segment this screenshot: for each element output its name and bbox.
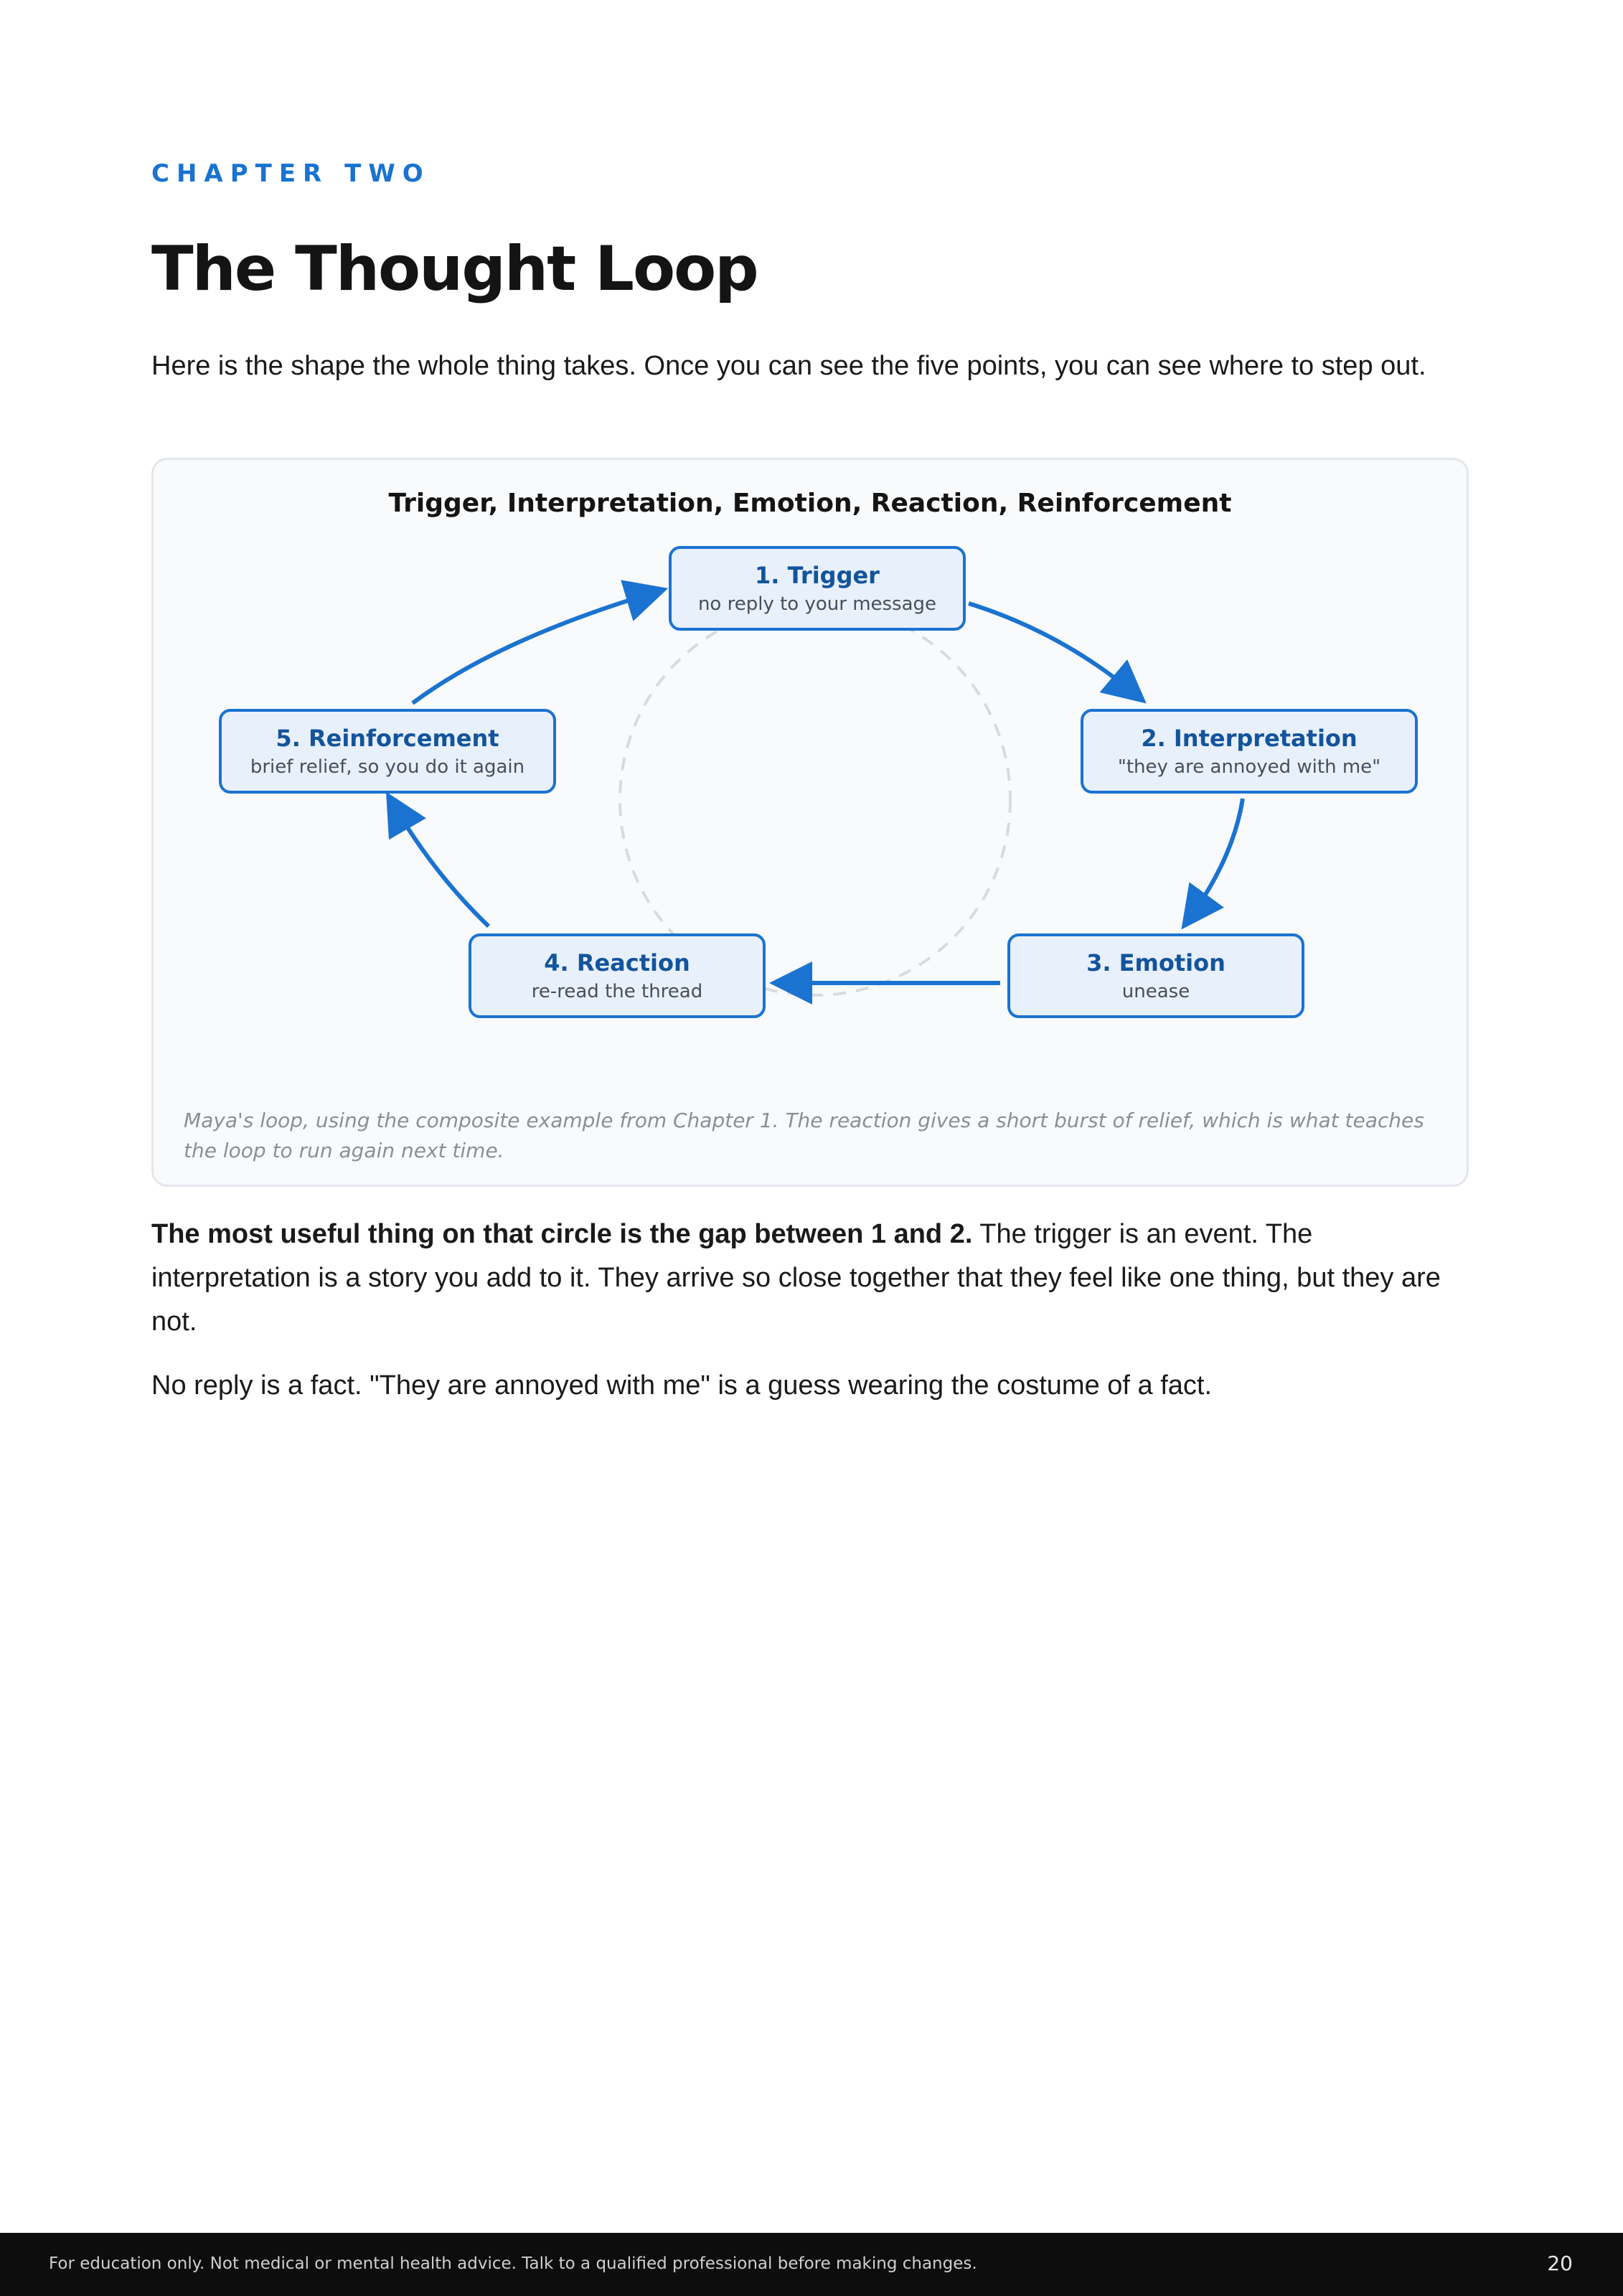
body-paragraph-1-text: The trigger is an event. The interpretation is a story you add to it. They arrive so close together that they feel like one thing, but they are not. bbox=[151, 1219, 1441, 1337]
body-paragraph-2: No reply is a fact. "They are annoyed with me" is a guess wearing the costume of a fact. bbox=[151, 1370, 1213, 1401]
arrow-interpretation-to-emotion bbox=[1189, 799, 1243, 919]
intro-paragraph: Here is the shape the whole thing takes. Once you can see the five points, you can see where to step out. bbox=[151, 351, 1426, 381]
node-interpretation-subtitle: "they are annoyed with me" bbox=[1117, 756, 1381, 778]
node-emotion bbox=[1007, 933, 1304, 1018]
node-emotion-title: 3. Emotion bbox=[1086, 949, 1226, 977]
arrow-reaction-to-reinforcement bbox=[392, 803, 489, 926]
thought-loop-figure bbox=[151, 458, 1469, 1187]
body-paragraph-1-emphasis: The most useful thing on that circle is the gap between 1 and 2. bbox=[151, 1219, 973, 1249]
figure-caption: Maya's loop, using the composite example from Chapter 1. The reaction gives a short burst of relief, which is what teaches the loop to run again next time. bbox=[184, 1109, 1424, 1162]
node-reinforcement bbox=[219, 709, 556, 794]
body-paragraph-1 bbox=[151, 1213, 1457, 1344]
arrow-reinforcement-to-trigger bbox=[413, 592, 656, 703]
node-interpretation-title: 2. Interpretation bbox=[1141, 725, 1358, 752]
node-trigger-title: 1. Trigger bbox=[755, 562, 880, 589]
node-interpretation bbox=[1081, 709, 1418, 794]
arrow-trigger-to-interpretation bbox=[969, 603, 1137, 695]
node-reaction bbox=[469, 933, 766, 1018]
footer-disclaimer: For education only. Not medical or mental health advice. Talk to a qualified professional before making changes. bbox=[49, 2254, 977, 2273]
node-reinforcement-subtitle: brief relief, so you do it again bbox=[250, 756, 525, 778]
node-reaction-title: 4. Reaction bbox=[544, 949, 690, 977]
node-reaction-subtitle: re-read the thread bbox=[531, 981, 703, 1002]
chapter-title: The Thought Loop bbox=[151, 233, 758, 305]
node-trigger-subtitle: no reply to your message bbox=[697, 593, 937, 615]
figure-title: Trigger, Interpretation, Emotion, Reaction, Reinforcement bbox=[388, 489, 1232, 518]
page-footer bbox=[0, 2233, 1623, 2296]
node-trigger bbox=[669, 546, 966, 631]
node-reinforcement-title: 5. Reinforcement bbox=[276, 725, 499, 752]
body-text bbox=[151, 1213, 1457, 1408]
page-number: 20 bbox=[1547, 2252, 1573, 2275]
node-emotion-subtitle: unease bbox=[1121, 981, 1190, 1002]
chapter-label: CHAPTER TWO bbox=[151, 159, 431, 188]
